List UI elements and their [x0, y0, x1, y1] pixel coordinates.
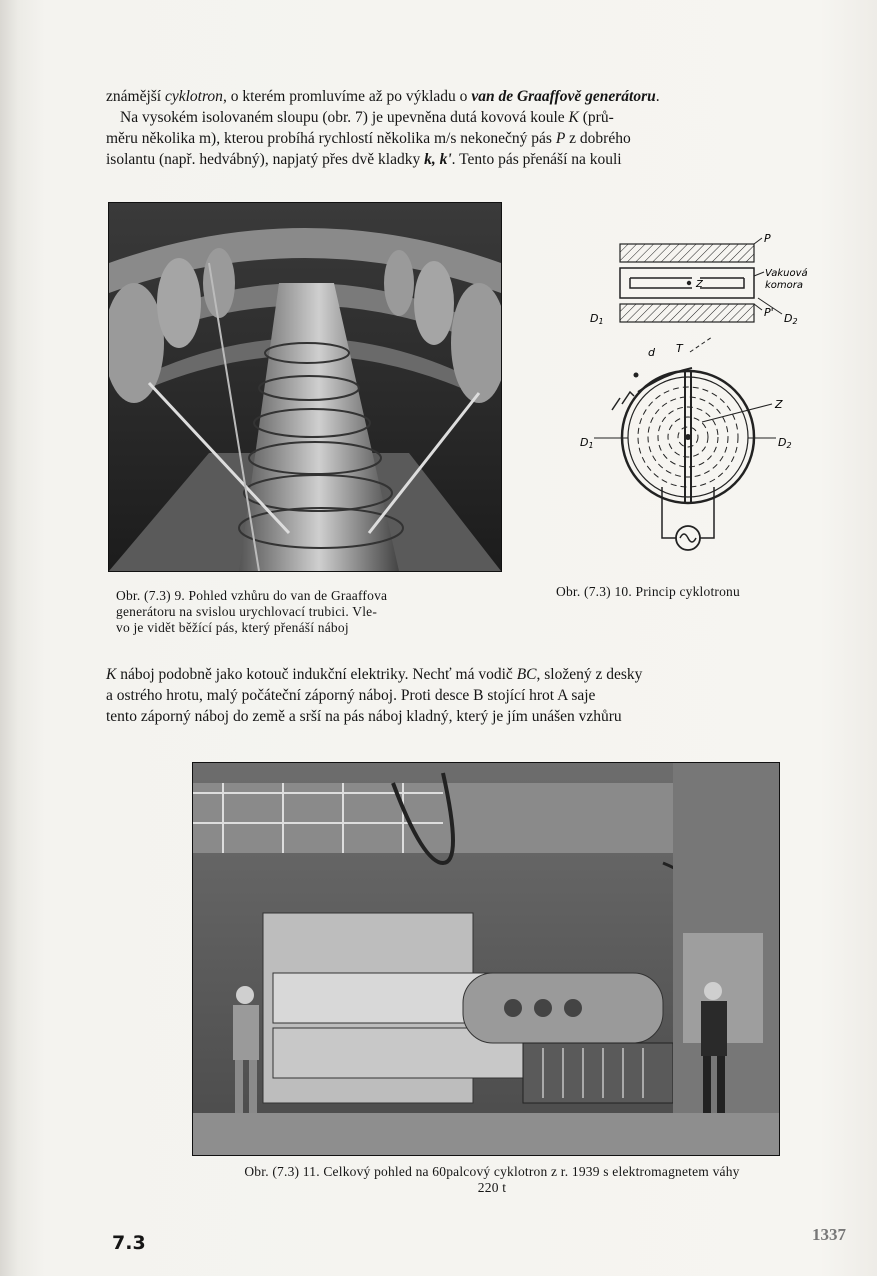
label-d2-bottom: D2: [778, 436, 792, 450]
figure-10-caption: [556, 584, 856, 600]
label-p: P: [764, 232, 771, 245]
caption-line: 220 t: [477, 1180, 507, 1195]
text-run: .: [655, 88, 660, 105]
dee-electrodes: [622, 371, 754, 503]
label-z-top: Z: [696, 279, 703, 290]
page-number: 1337: [812, 1225, 846, 1244]
symbol-k: K: [106, 666, 117, 683]
caption-line: Obr. (7.3) 10. Princip cyklotronu: [556, 584, 740, 599]
label-vakuova: Vakuová: [765, 268, 808, 279]
caption-line: vo je vidět běžící pás, který přenáší náboj: [116, 620, 349, 635]
caption-line: Obr. (7.3) 11. Celkový pohled na 60palcový cyklotron z r. 1939 s elektromagnetem váhy: [244, 1164, 740, 1179]
figure-11-photo: [192, 762, 780, 1156]
text-line: tento záporný náboj do země a srší na pás náboj kladný, který je jím unášen vzhůru: [106, 708, 622, 725]
pole-piece-bottom: [620, 304, 754, 322]
text-line: [106, 86, 862, 107]
text-line: [106, 128, 862, 149]
label-d: d: [648, 346, 655, 359]
symbol-k: K: [568, 109, 579, 126]
cyclotron-principle-svg: [572, 232, 840, 562]
text-run: měru několika m), kterou probíhá rychlostí několika m/s nekonečný pás: [106, 130, 556, 147]
paragraph-middle: [106, 664, 862, 727]
figure-9-photo: [108, 202, 502, 572]
text-line: a ostrého hrotu, malý počáteční záporný náboj. Proti desce B stojící hrot A saje: [106, 687, 596, 704]
caption-line: Obr. (7.3) 9. Pohled vzhůru do van de Graaffova: [116, 588, 388, 603]
text-line: [106, 107, 862, 128]
caption-line: generátoru na svislou urychlovací trubici. Vle-: [116, 604, 378, 619]
cyclotron-overview-illustration: [193, 763, 779, 1155]
label-t: T: [676, 342, 683, 355]
text-run: . Tento pás přenáší na kouli: [451, 151, 622, 168]
section-number: 7.3: [112, 1232, 146, 1254]
text-run: , složený z desky: [536, 666, 643, 683]
label-d2-top: D2: [784, 312, 798, 326]
paragraph-top: [106, 86, 862, 170]
symbol-bc: BC: [516, 666, 537, 683]
label-d1-bottom: D1: [580, 436, 594, 450]
figure-10-cyclotron-diagram: [572, 232, 840, 562]
term-van-de-graaff: van de Graaffově generátoru: [471, 88, 656, 105]
text-line: [106, 149, 862, 170]
text-run: Na vysokém isolovaném sloupu (obr. 7) je upevněna dutá kovová koule: [120, 109, 569, 126]
label-d1-top: D1: [590, 312, 604, 326]
text-run: (prů-: [578, 109, 614, 126]
symbol-k-kprime: k, k': [424, 151, 452, 168]
text-run: isolantu (např. hedvábný), napjatý přes dvě kladky: [106, 151, 425, 168]
label-komora: komora: [765, 280, 804, 291]
text-run: náboj podobně jako kotouč indukční elektriky. Nechť má vodič: [116, 666, 517, 683]
symbol-p: P: [555, 130, 566, 147]
pole-piece-top: [620, 244, 754, 262]
accelerator-tube-illustration: [109, 203, 501, 571]
figure-11-caption: [120, 1164, 864, 1196]
text-run: , o kterém promluvíme až po výkladu o: [222, 88, 472, 105]
label-p-prime: P': [764, 306, 774, 319]
term-cyklotron: cyklotron: [164, 88, 223, 105]
label-z-bottom: Z: [775, 398, 783, 411]
figure-9-caption: [116, 588, 501, 636]
text-run: známější: [106, 88, 165, 105]
text-line: [106, 664, 862, 685]
text-run: z dobrého: [565, 130, 631, 147]
